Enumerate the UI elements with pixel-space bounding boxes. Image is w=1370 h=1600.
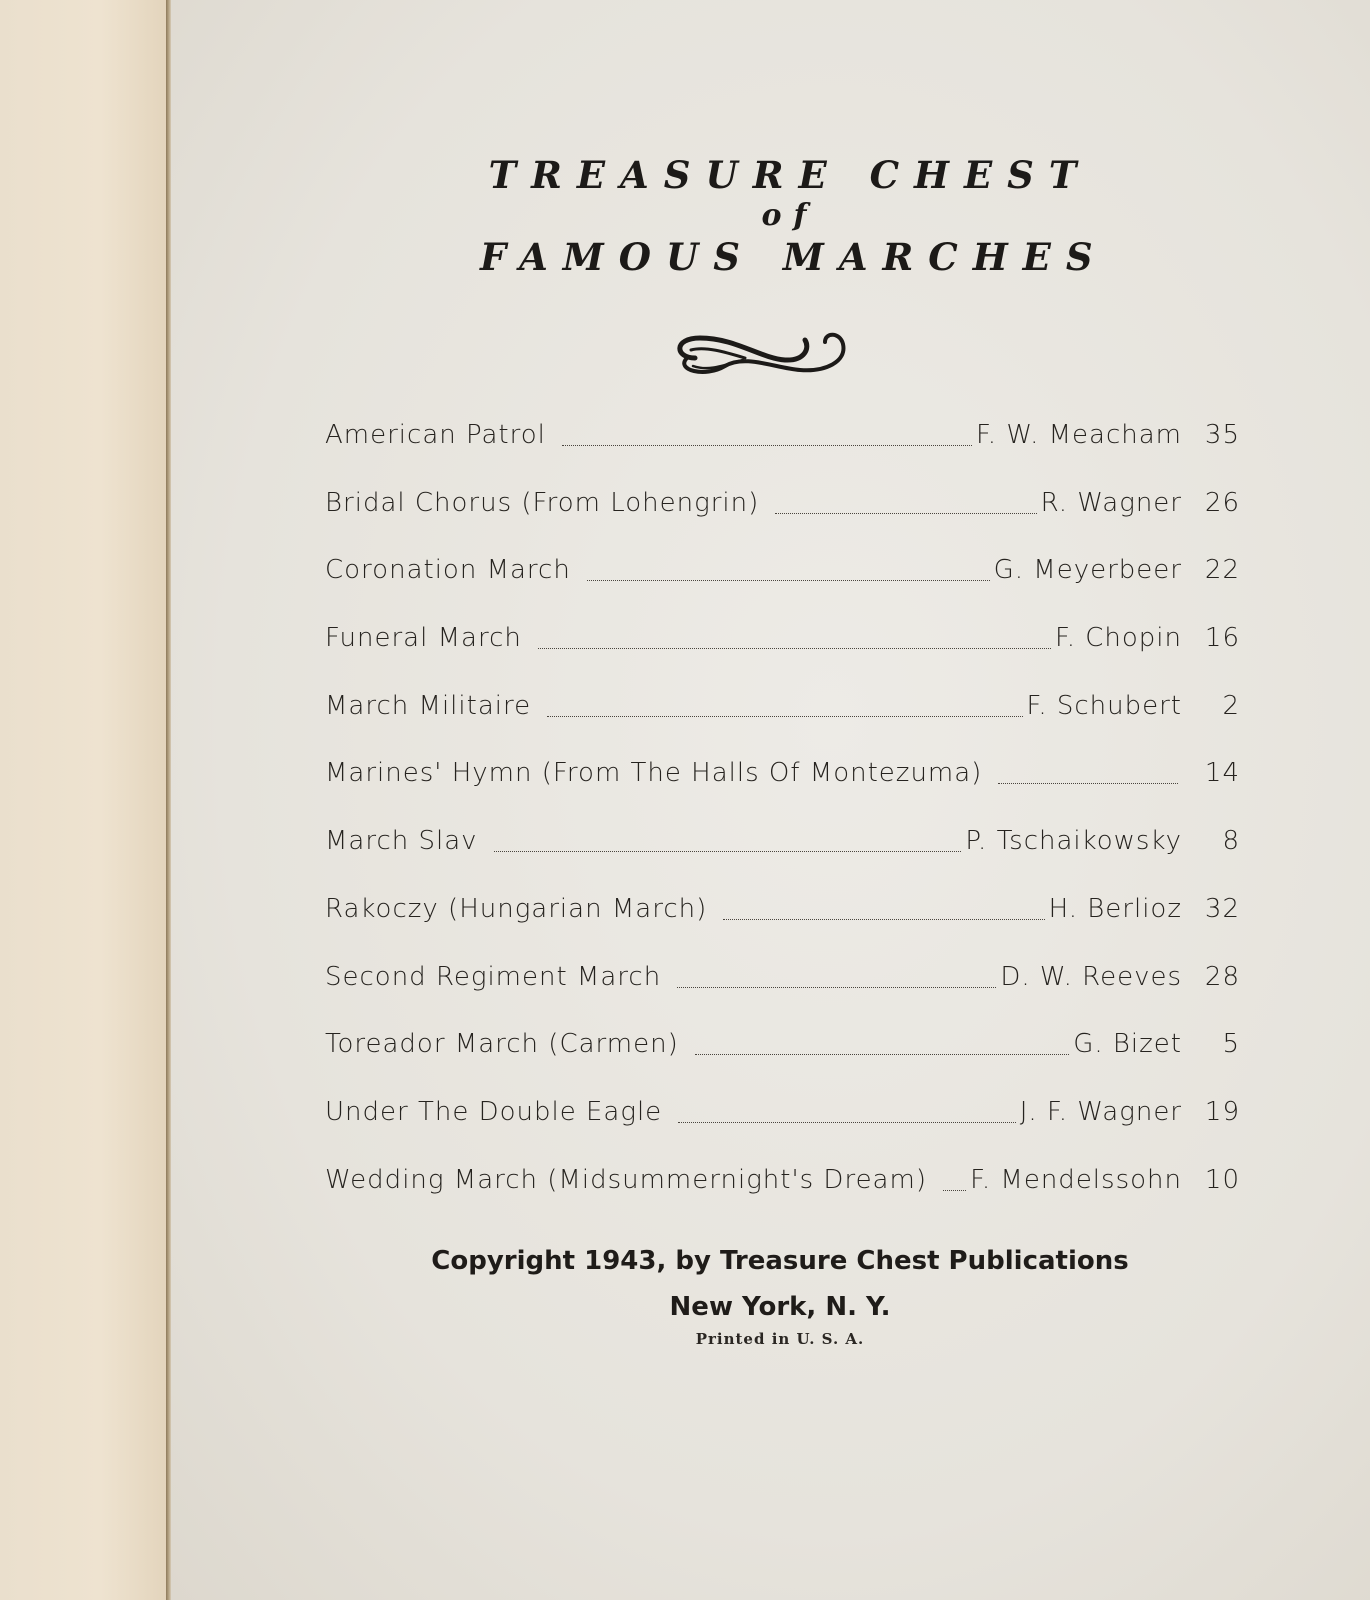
dot-leader [678, 1122, 1016, 1123]
march-title: American Patrol [325, 420, 546, 450]
printed-in-note: Printed in U. S. A. [695, 1330, 865, 1348]
composer-name: J. F. Wagner [1019, 1096, 1182, 1127]
copyright-notice [420, 1238, 1140, 1330]
list-item [325, 758, 1240, 792]
march-title: Bridal Chorus (From Lohengrin) [325, 487, 760, 518]
list-item [325, 691, 1240, 725]
page-number: 2 [1222, 690, 1240, 721]
dot-leader [677, 987, 996, 988]
title-line-2: of [761, 198, 819, 233]
composer-name: F. Chopin [1054, 623, 1182, 654]
composer-name: F. W. Meacham [976, 420, 1182, 450]
composer-name: P. Tschaikowsky [965, 826, 1182, 857]
page-number: 22 [1204, 555, 1240, 586]
list-item [325, 894, 1240, 928]
page-number: 16 [1204, 623, 1240, 654]
list-item [325, 1165, 1240, 1199]
list-item [325, 826, 1240, 860]
page-number: 14 [1204, 758, 1240, 789]
dot-leader [587, 580, 990, 581]
page-number: 5 [1222, 1029, 1240, 1060]
page-number: 26 [1204, 487, 1240, 518]
march-title: Second Regiment March [325, 961, 662, 992]
composer-name: G. Meyerbeer [993, 555, 1182, 586]
publisher-location: New York, N. Y. [669, 1292, 891, 1322]
dot-leader [547, 716, 1022, 717]
title-line-3: FAMOUS MARCHES [480, 235, 1108, 279]
page-number: 28 [1204, 961, 1240, 992]
dot-leader [723, 919, 1044, 920]
march-title: Rakoczy (Hungarian March) [325, 893, 708, 924]
page-number: 32 [1204, 893, 1240, 924]
composer-name: F. Schubert [1026, 690, 1182, 721]
list-item [325, 1029, 1240, 1063]
dot-leader [538, 648, 1051, 649]
list-item [325, 488, 1240, 522]
page-number: 19 [1204, 1096, 1240, 1127]
book-title [480, 150, 1108, 282]
march-title: Toreador March (Carmen) [325, 1029, 679, 1060]
title-line-1: TREASURE CHEST [488, 153, 1092, 197]
copyright-line: Copyright 1943, by Treasure Chest Publications [431, 1246, 1129, 1276]
dot-leader [494, 851, 962, 852]
list-item [325, 420, 1240, 454]
dot-leader [775, 513, 1036, 514]
dot-leader [562, 445, 972, 446]
composer-name: G. Bizet [1073, 1029, 1182, 1060]
composer-name: D. W. Reeves [1000, 961, 1182, 992]
list-item [325, 555, 1240, 589]
list-item [325, 623, 1240, 657]
page-number: 35 [1204, 420, 1240, 450]
march-title: Marines' Hymn (From The Halls Of Montezuma) [325, 758, 983, 789]
left-page-margin [0, 0, 168, 1600]
page-number: 10 [1204, 1164, 1240, 1195]
list-item [325, 962, 1240, 996]
march-title: Coronation March [325, 555, 571, 586]
dot-leader [998, 783, 1178, 784]
dot-leader [943, 1190, 966, 1191]
flourish-ornament-icon [665, 328, 855, 384]
march-title: Under The Double Eagle [325, 1096, 663, 1127]
march-title: March Slav [325, 826, 478, 857]
composer-name: F. Mendelssohn [970, 1164, 1182, 1195]
composer-name: R. Wagner [1040, 487, 1182, 518]
dot-leader [695, 1054, 1070, 1055]
march-title: March Militaire [325, 690, 532, 721]
page-number: 8 [1222, 826, 1240, 857]
march-title: Funeral March [325, 623, 522, 654]
table-of-contents [325, 420, 1240, 1232]
march-title: Wedding March (Midsummernight's Dream) [325, 1164, 927, 1195]
list-item [325, 1097, 1240, 1131]
composer-name: H. Berlioz [1048, 893, 1182, 924]
